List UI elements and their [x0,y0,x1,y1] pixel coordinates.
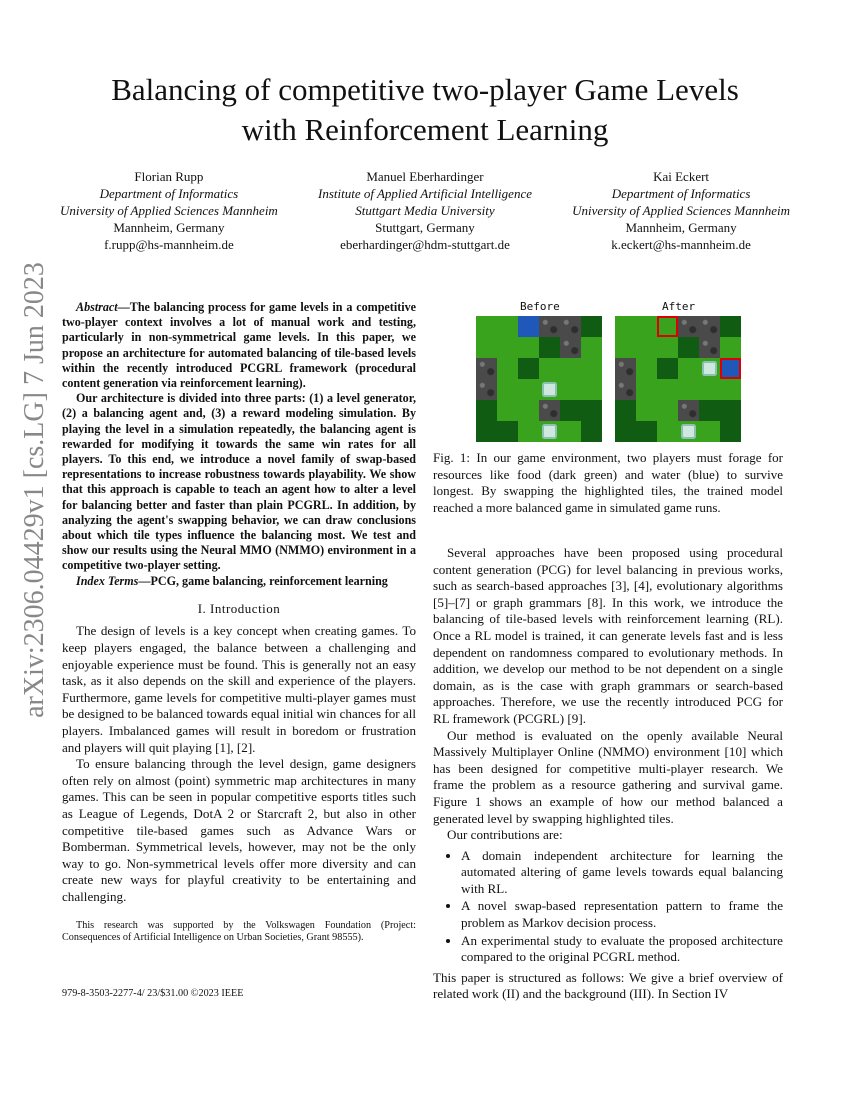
author-email: f.rupp@hs-mannheim.de [104,237,234,252]
forest-tile [581,316,602,337]
water-tile [518,316,539,337]
grass-tile [636,379,657,400]
right-paragraph-1: Several approaches have been proposed using procedural content generation (PCG) for level balancing in previous works, such as search-based approaches [3], [4], evolutionary algorithms [5]–[7] or graph grammars [8]. In this work, we introduce the balancing of tile-based levels with reinforcement learning (RL). Once a RL model is trained, it can generate levels fast and is less dependent on randomness compared to evolutionary methods. In addition, we develop our method to be not dependent on a single domain, as is the case with graph grammars or search-based approaches. Therefore, we use the recently introduced PCG for RL framework (PCGRL) [9]. [433,545,783,726]
grass-tile [636,358,657,379]
author-email: k.eckert@hs-mannheim.de [611,237,751,252]
stone-tile [699,316,720,337]
forest-tile [476,421,497,442]
forest-tile [615,421,636,442]
after-label: After [662,300,696,313]
grass-tile [518,337,539,358]
abstract-paragraph-2: Our architecture is divided into three parts: (1) a level generator, (2) a balancing agent and, (3) a reward modeling simulation. By playing the level in a simulation repeatedly, the balancing agent is rewarded for modifying it towards the same win rates for all players. To this end, we introduce a novel family of swap-based representations to increase robustness towards playability. We show that this approach is capable to teach an agent how to alter a level for balancing better and faster than plain PCGRL. In addition, by analyzing the agent's swapping behavior, we can draw conclusions about which tile types influence the balancing most. We test and show our results using the Neural MMO (NMMO) environment in a competitive two-player setting. [62,391,416,573]
forest-tile [678,337,699,358]
grass-tile [476,337,497,358]
grass-tile [581,358,602,379]
forest-tile [720,421,741,442]
grass-tile [657,337,678,358]
forest-tile [518,358,539,379]
grass-tile [476,316,497,337]
list-item: • A domain independent architecture for learning the automated altering of game levels towards equal balancing with RL. [461,848,783,898]
grass-tile [560,358,581,379]
stone-tile [615,379,636,400]
grass-tile [699,421,720,442]
grass-tile [497,337,518,358]
stone-tile [560,337,581,358]
grass-tile [678,358,699,379]
list-item: • An experimental study to evaluate the proposed architecture compared to the original PCGRL method. [461,933,783,966]
forest-tile [657,358,678,379]
stone-tile [476,358,497,379]
forest-tile [615,400,636,421]
grass-tile [657,400,678,421]
arxiv-id: arXiv:2306.04429v1 [cs.LG] 7 Jun 2023 [19,262,50,718]
grass-tile [615,337,636,358]
footnote: This research was supported by the Volkswagen Foundation (Project: Consequences of Artificial Intelligence on Urban Societies, Grant 98555). [62,919,416,943]
section-heading: I. Introduction [197,600,281,616]
grass-tile [657,379,678,400]
grass-tile [720,337,741,358]
grass-tile [699,379,720,400]
right-paragraph-4: This paper is structured as follows: We give a brief overview of related work (II) and the background (III). In Section IV [433,969,783,1002]
grass-tile [657,421,678,442]
grass-tile [497,379,518,400]
grass-tile [560,379,581,400]
right-paragraph-2: Our method is evaluated on the openly available Neural Massively Multiplayer Online (NMMO) environment [10] which has been designed for competitive multi-player research. We frame the problem as a resource gathering and survival game. Figure 1 shows an example of how our method balanced a generated level by swapping highlighted tiles. [433,727,783,826]
stone-tile [678,400,699,421]
author-block [60,168,790,253]
player-tile [678,421,699,442]
grass-tile [720,379,741,400]
paper-title: Balancing of competitive two-player Game Levels with Reinforcement Learning [111,72,739,147]
forest-tile [539,337,560,358]
forest-tile [560,400,581,421]
after-level-grid [615,316,741,442]
right-paragraph-3: Our contributions are: [447,827,563,843]
contributions-list [433,848,783,966]
grass-tile [518,400,539,421]
author-email: eberhardinger@hdm-stuttgart.de [340,237,510,252]
forest-tile [497,421,518,442]
before-level-grid [476,316,602,442]
player-tile [699,358,720,379]
swapped-grass-tile [657,316,678,337]
grass-tile [518,421,539,442]
forest-tile [476,400,497,421]
copyright-line: 979-8-3503-2277-4/ 23/$31.00 ©2023 IEEE [62,988,244,999]
grass-tile [497,316,518,337]
grass-tile [678,379,699,400]
intro-paragraph-2: To ensure balancing through the level design, game designers often rely on almost (point) symmetric map architectures in many games. This can be seen in popular competitive esports titles such as League of Legends, DotA 2 or Starcraft 2, but also in other competitive tile-based games such as Advance Wars or Bomberman. Symmetrical levels, however, may not be the only way to go. Non-symmetrical levels offer more diversity and can create new ways for playful creativity to be entertaining and challenging. [62,756,416,904]
grass-tile [615,316,636,337]
grass-tile [636,337,657,358]
grass-tile [518,379,539,400]
forest-tile [636,421,657,442]
swapped-water-tile [720,358,741,379]
stone-tile [539,316,560,337]
figure-caption: Fig. 1: In our game environment, two players must forage for resources like food (dark green) and water (blue) to survive longest. By swapping the highlighted tiles, the trained model reached a more balanced game in simulated game runs. [433,450,783,515]
forest-tile [699,400,720,421]
stone-tile [615,358,636,379]
grass-tile [539,358,560,379]
before-label: Before [520,300,560,313]
grass-tile [497,400,518,421]
stone-tile [476,379,497,400]
stone-tile [560,316,581,337]
abstract: Abstract—The balancing process for game levels in a competitive two-player context involves a lot of manual work and testing, particularly in non-symmetrical game levels. In this paper, we propose an architecture for automated balancing of tile-based levels within the recently introduced PCGRL framework (procedural content generation via reinforcement learning). [62,300,416,391]
stone-tile [539,400,560,421]
forest-tile [581,400,602,421]
stone-tile [678,316,699,337]
grass-tile [636,400,657,421]
forest-tile [720,400,741,421]
forest-tile [581,421,602,442]
grass-tile [636,316,657,337]
stone-tile [699,337,720,358]
player-tile [539,421,560,442]
grass-tile [560,421,581,442]
arxiv-sidebar-stamp [0,262,70,718]
author-1: Florian Rupp Department of Informatics University of Applied Sciences Mannheim Mannheim, Germany f.rupp@hs-mannheim.de [60,169,278,252]
left-column [62,300,416,944]
grass-tile [581,379,602,400]
index-terms: Index Terms—PCG, game balancing, reinforcement learning [76,573,388,588]
grass-tile [497,358,518,379]
grass-tile [581,337,602,358]
forest-tile [720,316,741,337]
player-tile [539,379,560,400]
right-column [433,545,783,1003]
author-3: Kai Eckert Department of Informatics University of Applied Sciences Mannheim Mannheim, Germany k.eckert@hs-mannheim.de [572,169,790,252]
author-2: Manuel Eberhardinger Institute of Applied Artificial Intelligence Stuttgart Media University Stuttgart, Germany eberhardinger@hdm-stuttgart.de [318,169,532,252]
list-item: • A novel swap-based representation pattern to frame the problem as Markov decision process. [461,898,783,931]
intro-paragraph-1: The design of levels is a key concept when creating games. To keep players engaged, the balance between a challenging and enjoyable experience must be found. This is generally not an easy task, as it also depends on the skill and experience of the players. Furthermore, game levels for competitive multi-player games must be designed to be balanced towards equal initial win chances for all players. Imbalanced games will result in boredom or frustration and players will quit playing [1], [2]. [62,623,416,755]
